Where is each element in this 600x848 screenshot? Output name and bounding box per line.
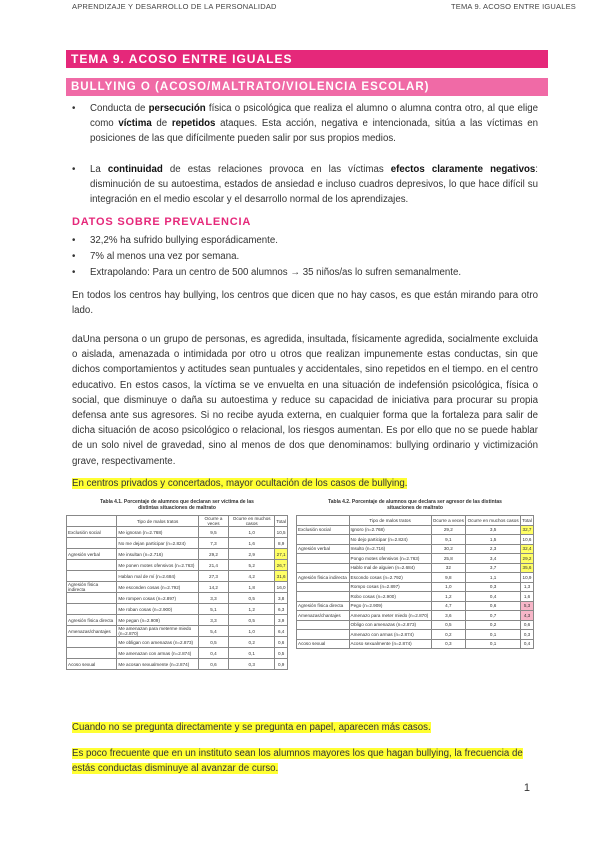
table-header-cell <box>297 516 350 526</box>
table-cell: 1,0 <box>229 527 275 538</box>
table-header-row <box>297 516 534 526</box>
table-cell: 0,6 <box>198 659 228 670</box>
table-cell: 1,2 <box>431 592 466 602</box>
prevalence-heading: DATOS SOBRE PREVALENCIA <box>72 216 252 228</box>
page-number: 1 <box>523 782 530 794</box>
table-cell: 32 <box>431 563 466 573</box>
header-left: APRENDIZAJE Y DESARROLLO DE LA PERSONALIDAD <box>72 2 277 11</box>
table-cell: 0,2 <box>466 620 521 630</box>
table-cell: 10,5 <box>275 527 288 538</box>
table-cell: Me ignoran (n=2.768) <box>117 527 198 538</box>
table-cell: 5,2 <box>229 560 275 571</box>
table-cell: 1,2 <box>229 604 275 615</box>
table-row <box>297 525 534 535</box>
table-cell: 0,5 <box>229 593 275 604</box>
table-cell: 30,2 <box>431 544 466 554</box>
table-cell: 29,2 <box>521 554 534 564</box>
table-cell: Agresión verbal <box>297 544 350 554</box>
table-row <box>67 615 288 626</box>
table-cell: 4,3 <box>521 611 534 621</box>
table-cell: Agresión física indirecta <box>67 582 117 593</box>
highlight-text: En centros privados y concertados, mayor ocultación de los casos de bullying. <box>72 478 408 489</box>
table-cell: 31,6 <box>275 571 288 582</box>
table-cell: 1,1 <box>466 573 521 583</box>
table-cell <box>67 571 117 582</box>
table-cell: 3,8 <box>275 593 288 604</box>
table-cell: Rompo cosas (n=2.897) <box>349 582 431 592</box>
table-row <box>67 538 288 549</box>
table-cell: 0,4 <box>521 639 534 649</box>
table-cell: 0,9 <box>275 659 288 670</box>
bullet-text: La continuidad de estas relaciones provoca en las víctimas efectos claramente negativos: disminución de su autoestima, estados de ansiedad e incluso cuadros depresivos, lo que hace difícil su integración en el medio escolar y el desarrollo normal de los aprendizajes. <box>90 164 538 206</box>
table-cell <box>297 535 350 545</box>
bullet-item <box>72 101 538 147</box>
table-header-cell: Ocurre a veces <box>431 516 466 526</box>
table-cell: 0,4 <box>466 592 521 602</box>
table-cell: Acoso sexual <box>297 639 350 649</box>
table-row <box>297 535 534 545</box>
table-victims <box>66 515 288 670</box>
table-cell: 1,5 <box>466 535 521 545</box>
table-header-cell <box>67 516 117 527</box>
prevalence-item <box>72 249 538 264</box>
table-cell: 0,6 <box>275 637 288 648</box>
table-cell: Pongo motes ofensivos (n=2.763) <box>349 554 431 564</box>
table-cell: Exclusión social <box>67 527 117 538</box>
table-cell <box>67 604 117 615</box>
highlight-older-students <box>72 746 538 776</box>
bullet-item <box>72 162 538 208</box>
table-cell <box>297 582 350 592</box>
table-cell: 1,8 <box>229 582 275 593</box>
table-cell: 5,4 <box>198 626 228 637</box>
table-cell: Me amenazan con armas (n=2.874) <box>117 648 198 659</box>
table-row <box>67 560 288 571</box>
table-cell: Agresión física indirecta <box>297 573 350 583</box>
table-cell: 29,2 <box>431 525 466 535</box>
table-cell: Escondo cosas (n=2.792) <box>349 573 431 583</box>
table-cell: Amenazo para meter miedo (n=2.870) <box>349 611 431 621</box>
table-cell: 5,3 <box>521 601 534 611</box>
table-cell: Amenazas/chantajes <box>67 626 117 637</box>
table-cell: Acoso sexual <box>67 659 117 670</box>
table-aggressors <box>296 515 534 649</box>
table-cell: 0,2 <box>431 630 466 640</box>
table-cell: 3,4 <box>466 554 521 564</box>
table-cell: 2,9 <box>229 549 275 560</box>
table-cell: 32,7 <box>521 525 534 535</box>
table-cell: 9,8 <box>431 573 466 583</box>
table-row <box>67 527 288 538</box>
table-cell: 0,3 <box>229 659 275 670</box>
table-cell: 32,4 <box>521 544 534 554</box>
table-cell: 9,1 <box>431 535 466 545</box>
table-cell <box>67 538 117 549</box>
table-row <box>297 639 534 649</box>
prevalence-text: 7% al menos una vez por semana. <box>90 251 240 262</box>
table-row <box>297 620 534 630</box>
table-row <box>67 648 288 659</box>
table-header-cell: Ocurre en muchos casos <box>466 516 521 526</box>
table-cell: Obligo con amenazas (n=2.873) <box>349 620 431 630</box>
table-cell: 0,3 <box>431 639 466 649</box>
table-cell: 16,0 <box>275 582 288 593</box>
table-cell: Pego (n=2.909) <box>349 601 431 611</box>
table-cell: 6,3 <box>275 604 288 615</box>
table-cell: 7,3 <box>198 538 228 549</box>
prevalence-text: Extrapolando: Para un centro de 500 alumnos → 35 niños/as lo sufren semanalmente. <box>90 267 462 278</box>
table-cell: 9,5 <box>198 527 228 538</box>
table-cell: 0,7 <box>466 611 521 621</box>
table-cell: 4,2 <box>229 571 275 582</box>
table-cell: 6,4 <box>275 626 288 637</box>
header-right: TEMA 9. ACOSO ENTRE IGUALES <box>450 2 576 11</box>
table-cell: 5,1 <box>198 604 228 615</box>
table-cell: 26,7 <box>275 560 288 571</box>
bullet-text: Conducta de persecución física o psicológica que realiza el alumno o alumna contra otro, al que elige como víctima de repetidos ataques. Esta acción, negativa e intencionada, sitúa a las víctimas en posiciones de las que difícilmente pueden salir por sus propios medios. <box>90 103 538 145</box>
table-cell: No me dejan participar (n=2.824) <box>117 538 198 549</box>
table-cell: Hablo mal de alguien (n=2.684) <box>349 563 431 573</box>
prevalence-text: 32,2% ha sufrido bullying esporádicamente. <box>90 235 278 246</box>
table-cell: 8,9 <box>275 538 288 549</box>
table-cell <box>67 637 117 648</box>
table-cell: 10,6 <box>521 535 534 545</box>
table-cell: Me pegan (n=2.909) <box>117 615 198 626</box>
table-cell: 3,3 <box>198 615 228 626</box>
table-row <box>297 611 534 621</box>
table-row <box>67 604 288 615</box>
table-row <box>297 563 534 573</box>
prevalence-item <box>72 233 538 248</box>
table-cell: 0,3 <box>521 630 534 640</box>
highlight-private-centers <box>72 476 538 491</box>
table-cell: 0,5 <box>431 620 466 630</box>
table-cell: 3,3 <box>198 593 228 604</box>
table-cell: 0,5 <box>229 615 275 626</box>
table-cell: 0,1 <box>466 639 521 649</box>
table-cell: Insulto (n=2.716) <box>349 544 431 554</box>
table-cell: Amenazas/chantajes <box>297 611 350 621</box>
table-row <box>67 637 288 648</box>
table-header-cell: Ocurre a veces <box>198 516 228 527</box>
table-header-cell: Tipo de malos tratos <box>117 516 198 527</box>
table-cell: Robo cosas (n=2.900) <box>349 592 431 602</box>
table-row <box>297 601 534 611</box>
table-cell: Me obligan con amenazas (n=2.873) <box>117 637 198 648</box>
table-cell: 21,4 <box>198 560 228 571</box>
table-row <box>297 573 534 583</box>
table-row <box>297 592 534 602</box>
table-cell: 2,3 <box>466 544 521 554</box>
table-row <box>297 554 534 564</box>
table-cell: 1,6 <box>521 592 534 602</box>
table-cell: Me amenazan para meterme miedo (n=2.870) <box>117 626 198 637</box>
table-header-cell: Total <box>275 516 288 527</box>
bullet-dot: • <box>72 251 76 262</box>
table-cell: 0,6 <box>466 601 521 611</box>
table-cell: 0,4 <box>198 648 228 659</box>
table-cell: Me insultan (n=2.716) <box>117 549 198 560</box>
table-cell: Me roban cosas (n=2.900) <box>117 604 198 615</box>
table-cell: Exclusión social <box>297 525 350 535</box>
table-cell: Agresión física directa <box>67 615 117 626</box>
paragraph-centers: En todos los centros hay bullying, los centros que dicen que no hay casos, es que están mirando para otro lado. <box>72 290 538 317</box>
highlight-paper-survey <box>72 720 538 735</box>
table-cell: 29,2 <box>198 549 228 560</box>
table-cell: 3,9 <box>275 615 288 626</box>
page-title: TEMA 9. ACOSO ENTRE IGUALES <box>66 50 548 68</box>
prevalence-item <box>72 265 538 280</box>
table-row <box>67 626 288 637</box>
table-cell: Me rompen cosas (n=2.897) <box>117 593 198 604</box>
table-row <box>67 582 288 593</box>
highlight-text: Cuando no se pregunta directamente y se pregunta en papel, aparecen más casos. <box>72 722 431 733</box>
table-cell: Me esconden cosas (n=2.792) <box>117 582 198 593</box>
table-cell: Agresión verbal <box>67 549 117 560</box>
table-cell: Ignoro (n=2.768) <box>349 525 431 535</box>
table-cell <box>297 554 350 564</box>
table-cell: 35,6 <box>521 563 534 573</box>
table-cell <box>67 648 117 659</box>
table-header-row <box>67 516 288 527</box>
table-cell: 3,6 <box>431 611 466 621</box>
table-row <box>297 582 534 592</box>
table-cell: 0,5 <box>275 648 288 659</box>
table-cell: Agresión física directa <box>297 601 350 611</box>
bullet-dot: • <box>72 267 76 278</box>
table-cell: 27,3 <box>198 571 228 582</box>
table-cell: No dejo participar (n=2.824) <box>349 535 431 545</box>
table-aggressors-title: Tabla 4.2. Porcentaje de alumnos que declara ser agresor de las distintas situaciones de maltrato <box>328 499 502 511</box>
table-cell: 0,3 <box>466 582 521 592</box>
table-cell: Me acosan sexualmente (n=2.874) <box>117 659 198 670</box>
table-cell <box>297 592 350 602</box>
highlight-text: Es poco frecuente que en un instituto sean los alumnos mayores los que hagan bullying, la frecuencia de estás conductas disminuye al avanzar de curso. <box>72 748 523 775</box>
table-row <box>297 544 534 554</box>
table-cell: 0,1 <box>229 648 275 659</box>
table-cell: 4,7 <box>431 601 466 611</box>
table-cell: 1,0 <box>229 626 275 637</box>
table-cell: 1,0 <box>431 582 466 592</box>
table-cell: 1,3 <box>521 582 534 592</box>
table-cell <box>297 563 350 573</box>
table-cell: 10,9 <box>521 573 534 583</box>
table-row <box>297 630 534 640</box>
figure-table-victims <box>66 499 288 670</box>
paragraph-definition: daUna persona o un grupo de personas, es agredida, insultada, físicamente agredida, socialmente excluida o aislada, amenazada o intimidada por otro u otros que realizan impunemente estas conductas, sin que dichos comportamientos y actitudes sean puntuales y accidentales, sino repetidos en el tiempo. en el centro educativo. En estos casos, la víctima se ve envuelta en una situación de indefensión psicológica, física o social, que disminuye o daña su autoestima y reduce su capacidad de iniciativa para procurar su propia defensa ante sus agresores. Si no recibe ayuda externa, en cualquier forma que la fortaleza para salir de dicha situación de acoso psicológico o relacional, los riesgos aumentan. Es por ello que no se puede hablar de un solo nivel de gravedad, sino al menos de dos que denominamos: bullying ordinario y victimización grave, respectivamente. <box>72 334 538 467</box>
table-cell: 3,7 <box>466 563 521 573</box>
table-cell: 1,6 <box>229 538 275 549</box>
table-cell: 0,1 <box>466 630 521 640</box>
table-cell: Hablan mal de mí (n=2.684) <box>117 571 198 582</box>
section-subtitle: BULLYING O (ACOSO/MALTRATO/VIOLENCIA ESCOLAR) <box>66 78 548 96</box>
table-cell: 27,1 <box>275 549 288 560</box>
table-victims-title: Tabla 4.1. Porcentaje de alumnos que declaran ser víctima de las distintas situaciones de maltrato <box>100 499 254 511</box>
table-cell: Acoso sexualmente (n=2.874) <box>349 639 431 649</box>
table-row <box>67 593 288 604</box>
table-cell: 3,5 <box>466 525 521 535</box>
running-header <box>72 2 576 11</box>
bullet-dot: • <box>72 235 76 246</box>
table-row <box>67 571 288 582</box>
table-cell: 0,5 <box>198 637 228 648</box>
bullet-dot: • <box>72 103 76 114</box>
table-header-cell: Tipo de malos tratos <box>349 516 431 526</box>
table-row <box>67 549 288 560</box>
figure-table-aggressors <box>296 499 534 649</box>
table-cell: 14,2 <box>198 582 228 593</box>
table-cell: Amenazo con armas (n=2.874) <box>349 630 431 640</box>
table-header-cell: Total <box>521 516 534 526</box>
table-cell: 0,2 <box>229 637 275 648</box>
table-cell <box>67 593 117 604</box>
table-cell <box>297 630 350 640</box>
table-cell <box>297 620 350 630</box>
table-header-cell: Ocurre en muchos casos <box>229 516 275 527</box>
table-cell <box>67 560 117 571</box>
table-row <box>67 659 288 670</box>
table-cell: Me ponen motes ofensivos (n=2.763) <box>117 560 198 571</box>
table-cell: 25,8 <box>431 554 466 564</box>
table-cell: 0,6 <box>521 620 534 630</box>
bullet-dot: • <box>72 164 76 175</box>
